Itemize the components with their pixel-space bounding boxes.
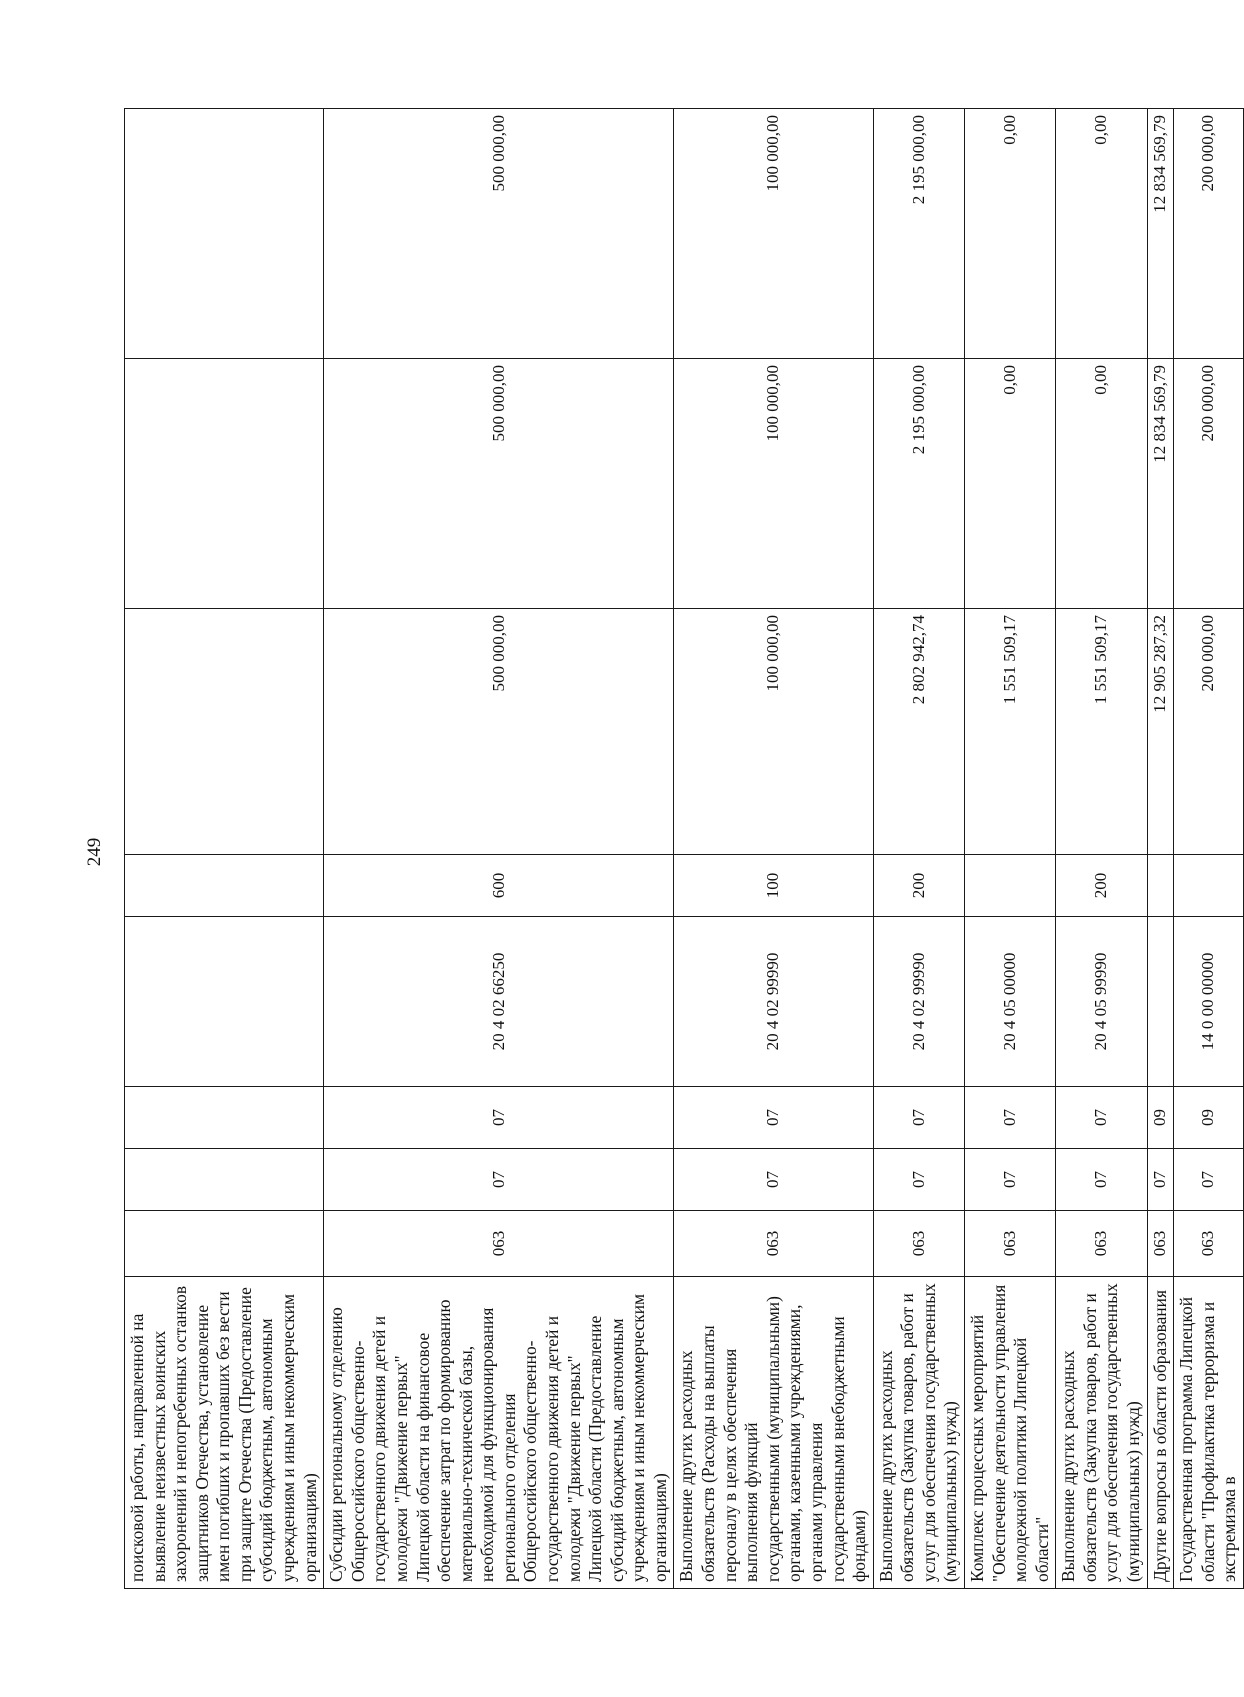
cell-csr: 20 4 05 99990	[1056, 917, 1147, 1087]
cell-sum1: 1 551 509,17	[964, 609, 1055, 855]
row-name: Комплекс процессных мероприятий "Обеспечение деятельности управления молодежной политики Липецкой области"	[964, 1277, 1055, 1589]
cell-sum2: 2 195 000,00	[873, 359, 964, 609]
table-row	[125, 109, 324, 1589]
cell-sum2: 200 000,00	[1174, 359, 1244, 609]
cell-razdel: 07	[1147, 1149, 1174, 1211]
cell-csr: 20 4 02 66250	[324, 917, 674, 1087]
cell-ved: 063	[324, 1211, 674, 1277]
cell-podrazdel: 09	[1147, 1087, 1174, 1149]
cell-sum1: 1 551 509,17	[1056, 609, 1147, 855]
cell-sum3: 100 000,00	[674, 109, 873, 359]
cell-vr: 200	[1056, 855, 1147, 917]
cell-podrazdel: 07	[873, 1087, 964, 1149]
table-row	[674, 109, 873, 1589]
rotated-table-frame	[124, 109, 1240, 1589]
cell-sum2: 0,00	[1056, 359, 1147, 609]
cell-sum3: 2 195 000,00	[873, 109, 964, 359]
cell-razdel	[125, 1149, 324, 1211]
table-row	[873, 109, 964, 1589]
row-name: Субсидии региональному отделению Общероссийского общественно-государственного движения детей и молодежи "Движение первых" Липецкой области на финансовое обеспечение затрат по формированию материально-технической базы, необходимой для функционирования регионального отделения Общероссийского общественно-государственного движения детей и молодежи "Движение первых" Липецкой области (Предоставление субсидий бюджетным, автономным учреждениям и иным некоммерческим организациям)	[324, 1277, 674, 1589]
cell-ved: 063	[873, 1211, 964, 1277]
cell-razdel: 07	[1174, 1149, 1244, 1211]
cell-razdel: 07	[873, 1149, 964, 1211]
cell-podrazdel	[125, 1087, 324, 1149]
row-name: Другие вопросы в области образования	[1147, 1277, 1174, 1589]
cell-csr: 20 4 02 99990	[873, 917, 964, 1087]
budget-table	[124, 108, 1244, 1589]
cell-sum3: 200 000,00	[1174, 109, 1244, 359]
cell-csr: 20 4 02 99990	[674, 917, 873, 1087]
cell-podrazdel: 07	[1056, 1087, 1147, 1149]
cell-vr	[1147, 855, 1174, 917]
cell-razdel: 07	[324, 1149, 674, 1211]
cell-sum1: 100 000,00	[674, 609, 873, 855]
cell-csr	[1147, 917, 1174, 1087]
cell-ved: 063	[674, 1211, 873, 1277]
cell-vr: 200	[873, 855, 964, 917]
table-row	[324, 109, 674, 1589]
row-name: Выполнение других расходных обязательств (Закупка товаров, работ и услуг для обеспечения государственных (муниципальных) нужд)	[1056, 1277, 1147, 1589]
row-name: Выполнение других расходных обязательств (Расходы на выплаты персоналу в целях обеспечения выполнения функций государственными (муниципальными) органами, казенными учреждениями, органами управления государственными внебюджетными фондами)	[674, 1277, 873, 1589]
cell-vr: 600	[324, 855, 674, 917]
cell-csr: 14 0 00 00000	[1174, 917, 1244, 1087]
table-row	[1174, 109, 1244, 1589]
cell-vr: 100	[674, 855, 873, 917]
row-name: поисковой работы, направленной на выявление неизвестных воинских захоронений и непогребенных останков защитников Отечества, установление имен погибших и пропавших без вести при защите Отечества (Предоставление субсидий бюджетным, автономным учреждениям и иным некоммерческим организациям)	[125, 1277, 324, 1589]
cell-vr	[125, 855, 324, 917]
table-row	[1056, 109, 1147, 1589]
row-name: Государственная программа Липецкой области "Профилактика терроризма и экстремизма в	[1174, 1277, 1244, 1589]
cell-sum3: 500 000,00	[324, 109, 674, 359]
cell-sum3: 0,00	[964, 109, 1055, 359]
cell-sum1: 12 905 287,32	[1147, 609, 1174, 855]
cell-sum3: 12 834 569,79	[1147, 109, 1174, 359]
table-row	[964, 109, 1055, 1589]
cell-razdel: 07	[674, 1149, 873, 1211]
page-number: 249	[84, 837, 105, 867]
cell-ved: 063	[1056, 1211, 1147, 1277]
cell-sum1: 2 802 942,74	[873, 609, 964, 855]
cell-sum2: 0,00	[964, 359, 1055, 609]
row-name: Выполнение других расходных обязательств (Закупка товаров, работ и услуг для обеспечения государственных (муниципальных) нужд)	[873, 1277, 964, 1589]
cell-ved: 063	[1147, 1211, 1174, 1277]
cell-podrazdel: 07	[324, 1087, 674, 1149]
cell-csr: 20 4 05 00000	[964, 917, 1055, 1087]
cell-sum2: 12 834 569,79	[1147, 359, 1174, 609]
cell-csr	[125, 917, 324, 1087]
cell-ved: 063	[964, 1211, 1055, 1277]
cell-sum2: 500 000,00	[324, 359, 674, 609]
table-row	[1147, 109, 1174, 1589]
cell-sum1	[125, 609, 324, 855]
cell-razdel: 07	[1056, 1149, 1147, 1211]
cell-podrazdel: 07	[674, 1087, 873, 1149]
cell-vr	[1174, 855, 1244, 917]
cell-sum3: 0,00	[1056, 109, 1147, 359]
cell-podrazdel: 07	[964, 1087, 1055, 1149]
cell-sum2	[125, 359, 324, 609]
cell-sum2: 100 000,00	[674, 359, 873, 609]
cell-ved: 063	[1174, 1211, 1244, 1277]
cell-razdel: 07	[964, 1149, 1055, 1211]
cell-vr	[964, 855, 1055, 917]
cell-sum1: 500 000,00	[324, 609, 674, 855]
cell-podrazdel: 09	[1174, 1087, 1244, 1149]
cell-sum1: 200 000,00	[1174, 609, 1244, 855]
cell-ved	[125, 1211, 324, 1277]
cell-sum3	[125, 109, 324, 359]
